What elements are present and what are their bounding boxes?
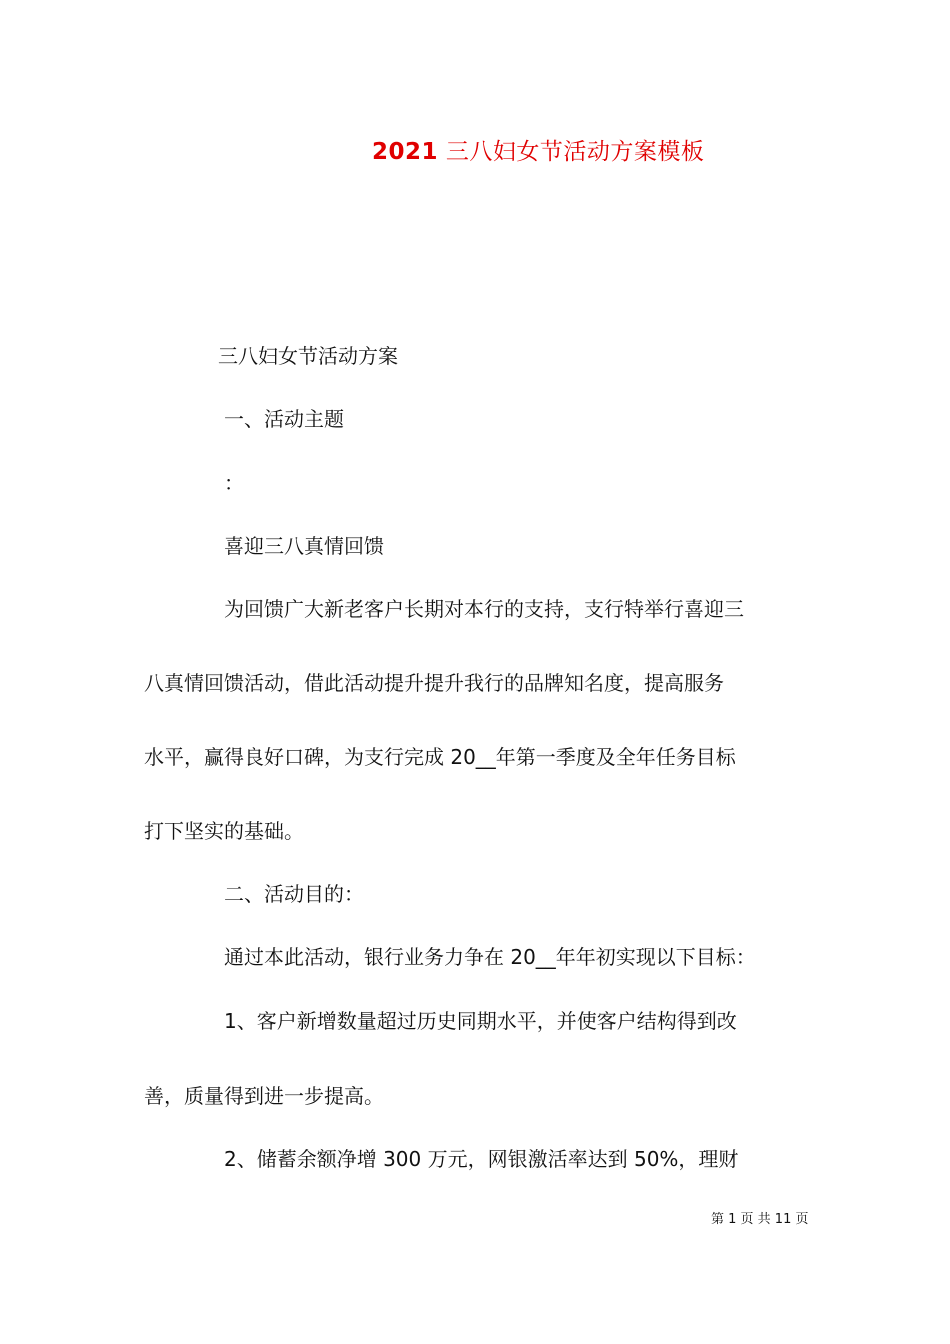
title-text: 三八妇女节活动方案模板: [445, 139, 705, 165]
section-heading-theme: 一、活动主题: [224, 407, 344, 431]
paragraph-line: 通过本此活动，银行业务力争在 20__年年初实现以下目标：: [224, 945, 756, 969]
paragraph-line: 2、储蓄余额净增 300 万元，网银激活率达到 50%，理财: [224, 1147, 739, 1171]
paragraph-line: 八真情回馈活动，借此活动提升提升我行的品牌知名度，提高服务: [144, 671, 724, 695]
section-heading-goal: 二、活动目的：: [224, 882, 364, 906]
paragraph-line: ：: [224, 471, 244, 495]
body-heading: 三八妇女节活动方案: [218, 344, 398, 368]
document-title: [372, 133, 704, 166]
paragraph-line: 水平，赢得良好口碑，为支行完成 20__年第一季度及全年任务目标: [144, 745, 736, 769]
paragraph-line: 为回馈广大新老客户长期对本行的支持，支行特举行喜迎三: [224, 597, 744, 621]
paragraph-line: 善，质量得到进一步提高。: [144, 1084, 384, 1108]
paragraph-line: 喜迎三八真情回馈: [224, 534, 384, 558]
paragraph-line: 1、客户新增数量超过历史同期水平，并使客户结构得到改: [224, 1009, 737, 1033]
paragraph-line: 打下坚实的基础。: [144, 819, 304, 843]
page-footer: 第 1 页 共 11 页: [711, 1212, 809, 1227]
title-year: 2021: [372, 139, 439, 165]
